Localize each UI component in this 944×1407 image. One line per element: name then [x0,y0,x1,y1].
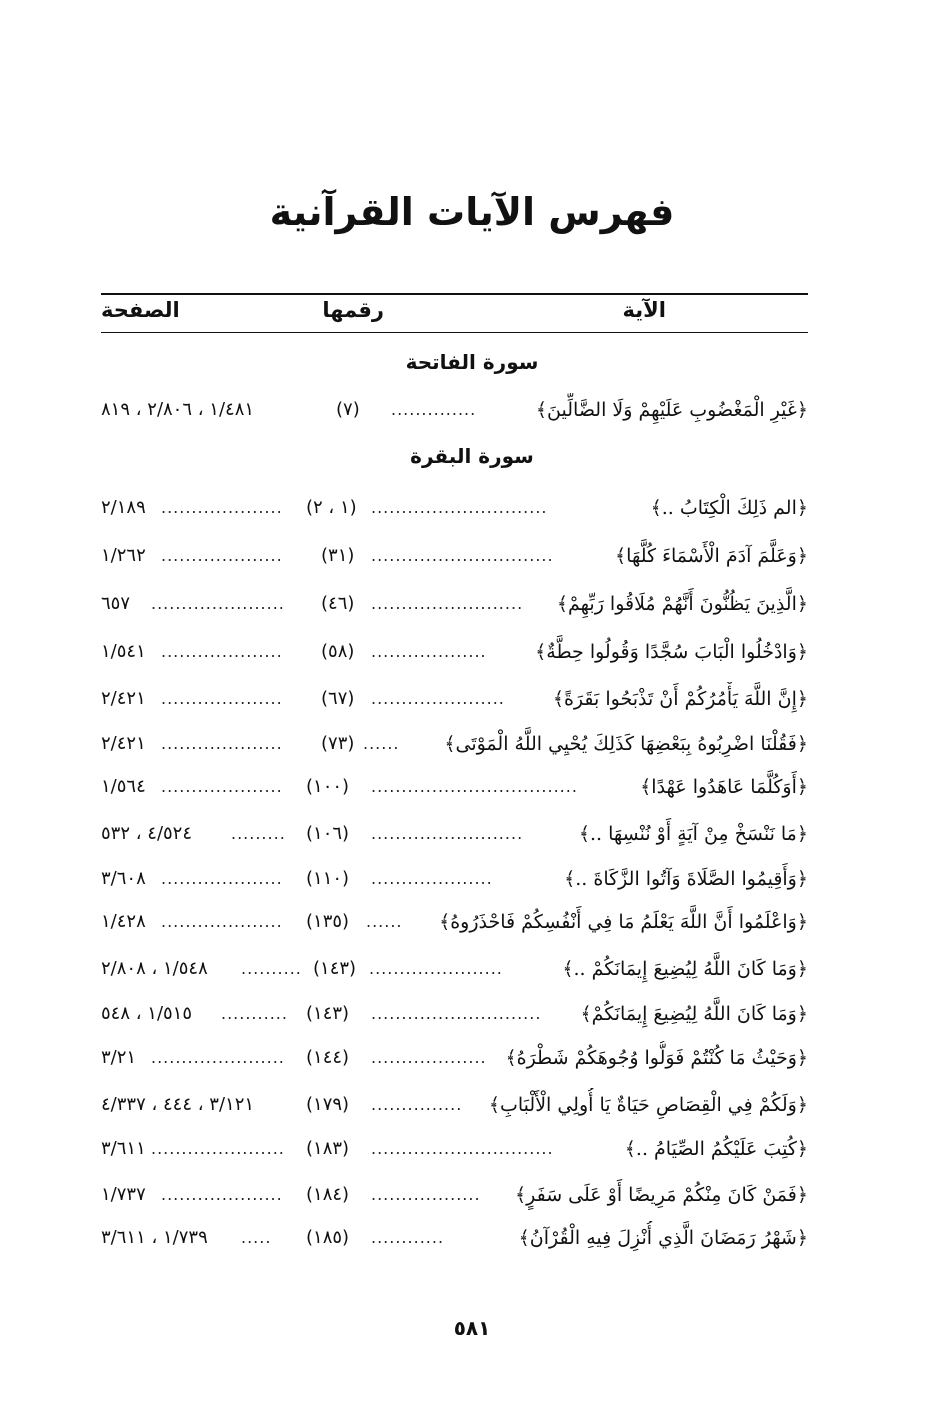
leader-dots: ...... [366,912,403,931]
index-row [101,1221,808,1261]
ayah-text: ﴿وَمَا كَانَ اللَّهُ لِيُضِيعَ إِيمَانَكُمْ ..﴾ [562,958,808,980]
ayah-number: (١٤٣) [313,958,357,979]
ayah-text: ﴿الم ذَلِكَ الْكِتَابُ ..﴾ [650,497,808,519]
leader-dots: ...................... [151,1048,285,1067]
page-ref: ١/٤٢٨ [101,911,146,932]
surah-heading: سورة الفاتحة [405,350,539,374]
leader-dots: .............................. [371,1139,554,1158]
ayah-text: ﴿أَوَكُلَّمَا عَاهَدُوا عَهْدًا﴾ [640,776,808,798]
ayah-number: (١١٠) [306,868,350,889]
leader-dots: ......... [231,824,286,843]
page-ref: ٣/٢١ [101,1047,137,1068]
index-row [101,393,808,433]
page-ref: ٢/٤٢١ [101,733,146,754]
leader-dots: .................................. [371,777,578,796]
index-row [101,1088,808,1128]
page-ref: ١/٥١٥ ، ٥٤٨ [101,1003,193,1024]
ayah-text: ﴿إِنَّ اللَّهَ يَأْمُرُكُمْ أَنْ تَذْبَحُوا بَقَرَةً﴾ [552,688,808,710]
ayah-text: ﴿الَّذِينَ يَظُنُّونَ أَنَّهُمْ مُلَاقُوا رَبِّهِمْ﴾ [556,593,808,615]
header-top-rule [101,293,808,295]
leader-dots: ..... [241,1228,272,1247]
ayah-number: (١٤٣) [306,1003,350,1024]
leader-dots: .................. [371,1185,481,1204]
leader-dots: ...................... [371,689,505,708]
ayah-number: (١٣٥) [306,911,350,932]
leader-dots: ...................... [151,594,285,613]
leader-dots: .................... [161,498,283,517]
leader-dots: .................... [161,689,283,708]
ayah-number: (١٠٠) [306,776,350,797]
page-number: ٥٨١ [453,1316,491,1340]
leader-dots: ...................... [369,959,503,978]
leader-dots: ......................... [371,594,524,613]
page-ref: ٢/١٨٩ [101,497,146,518]
ayah-number: (١٧٩) [306,1094,350,1115]
page-ref: ٣/٦١١ [101,1138,146,1159]
ayah-text: ﴿كُتِبَ عَلَيْكُمُ الصِّيَامُ ..﴾ [624,1138,808,1160]
leader-dots: ............ [371,1228,445,1247]
leader-dots: .................... [161,777,283,796]
header-page: الصفحة [101,298,180,322]
ayah-text: ﴿وَمَا كَانَ اللَّهُ لِيُضِيعَ إِيمَانَكُمْ﴾ [580,1003,808,1025]
leader-dots: .................... [371,869,493,888]
leader-dots: .................... [161,734,283,753]
page-ref: ٢/٤٢١ [101,688,146,709]
index-row [101,1041,808,1081]
leader-dots: ................... [371,642,487,661]
ayah-text: ﴿وَادْخُلُوا الْبَابَ سُجَّدًا وَقُولُوا حِطَّةٌ﴾ [535,641,808,663]
leader-dots: ...... [363,734,400,753]
ayah-number: (٦٧) [321,688,355,709]
index-row [101,817,808,857]
ayah-number: (٧٣) [321,733,355,754]
header-ayah: الآية [622,298,666,322]
index-row [101,1178,808,1218]
index-row [101,635,808,675]
index-row [101,770,808,810]
index-row [101,727,808,767]
leader-dots: ............... [371,1095,463,1114]
leader-dots: ......................... [371,824,524,843]
page-ref: ١/٥٤١ [101,641,146,662]
index-row [101,539,808,579]
ayah-text: ﴿فَقُلْنَا اضْرِبُوهُ بِبَعْضِهَا كَذَلِكَ يُحْيِي اللَّهُ الْمَوْتَى﴾ [444,733,808,755]
page-ref: ٣/١٢١ ، ٤٤٤ ، ٤/٣٣٧ [101,1094,255,1115]
ayah-number: (١٠٦) [306,823,350,844]
page-title: فهرس الآيات القرآنية [269,190,675,234]
leader-dots: ............................ [371,1004,542,1023]
ayah-text: ﴿وَاعْلَمُوا أَنَّ اللَّهَ يَعْلَمُ مَا فِي أَنْفُسِكُمْ فَاحْذَرُوهُ﴾ [439,911,808,933]
leader-dots: .................... [161,869,283,888]
page-ref: ١/٤٨١ ، ٢/٨٠٦ ، ٨١٩ [101,399,255,420]
surah-heading: سورة البقرة [410,444,534,468]
leader-dots: .................... [161,642,283,661]
page-ref: ١/٥٦٤ [101,776,146,797]
ayah-text: ﴿فَمَنْ كَانَ مِنْكُمْ مَرِيضًا أَوْ عَلَى سَفَرٍ﴾ [514,1184,808,1206]
page-ref: ١/٢٦٢ [101,545,146,566]
ayah-number: (١٤٤) [306,1047,350,1068]
leader-dots: .......... [241,959,302,978]
ayah-number: (٣١) [321,545,355,566]
leader-dots: .................... [161,1185,283,1204]
page-ref: ٦٥٧ [101,593,131,614]
leader-dots: .............................. [371,546,554,565]
ayah-text: ﴿شَهْرُ رَمَضَانَ الَّذِي أُنْزِلَ فِيهِ الْقُرْآنُ﴾ [518,1227,808,1249]
ayah-number: (١٨٤) [306,1184,350,1205]
ayah-number: (١٨٣) [306,1138,350,1159]
ayah-number: (٥٨) [321,641,355,662]
leader-dots: .................... [161,546,283,565]
ayah-number: (١٨٥) [306,1227,350,1248]
ayah-text: ﴿غَيْرِ الْمَغْضُوبِ عَلَيْهِمْ وَلَا الضَّالِّينَ﴾ [535,399,808,421]
ayah-text: ﴿وَعَلَّمَ آدَمَ الْأَسْمَاءَ كُلَّهَا﴾ [615,545,808,567]
ayah-number: (١ ، ٢) [306,497,357,518]
index-row [101,997,808,1037]
index-row [101,862,808,902]
header-number: رقمها [322,298,384,322]
index-row [101,952,808,992]
page-ref: ١/٧٣٩ ، ٣/٦١١ [101,1227,208,1248]
ayah-text: ﴿وَحَيْثُ مَا كُنْتُمْ فَوَلُّوا وُجُوهَكُمْ شَطْرَهُ﴾ [505,1047,808,1069]
leader-dots: .................... [161,912,283,931]
ayah-text: ﴿وَأَقِيمُوا الصَّلَاةَ وَآتُوا الزَّكَاةَ ..﴾ [564,868,808,890]
ayah-number: (٧) [336,399,360,420]
index-row [101,1132,808,1172]
leader-dots: ...................... [151,1139,285,1158]
index-row [101,491,808,531]
ayah-text: ﴿وَلَكُمْ فِي الْقِصَاصِ حَيَاةٌ يَا أُولِي الْأَلْبَابِ﴾ [488,1094,808,1116]
ayah-text: ﴿مَا نَنْسَخْ مِنْ آيَةٍ أَوْ نُنْسِهَا ..﴾ [578,823,808,845]
page-ref: ١/٧٣٧ [101,1184,146,1205]
page-ref: ٤/٥٢٤ ، ٥٣٢ [101,823,193,844]
leader-dots: ........... [221,1004,288,1023]
index-row [101,587,808,627]
leader-dots: ................... [371,1048,487,1067]
leader-dots: ............................. [371,498,548,517]
page-ref: ٣/٦٠٨ [101,868,146,889]
header-bottom-rule [101,332,808,333]
index-row [101,905,808,945]
ayah-number: (٤٦) [321,593,355,614]
leader-dots: .............. [391,400,477,419]
index-row [101,682,808,722]
page-ref: ١/٥٤٨ ، ٢/٨٠٨ [101,958,208,979]
